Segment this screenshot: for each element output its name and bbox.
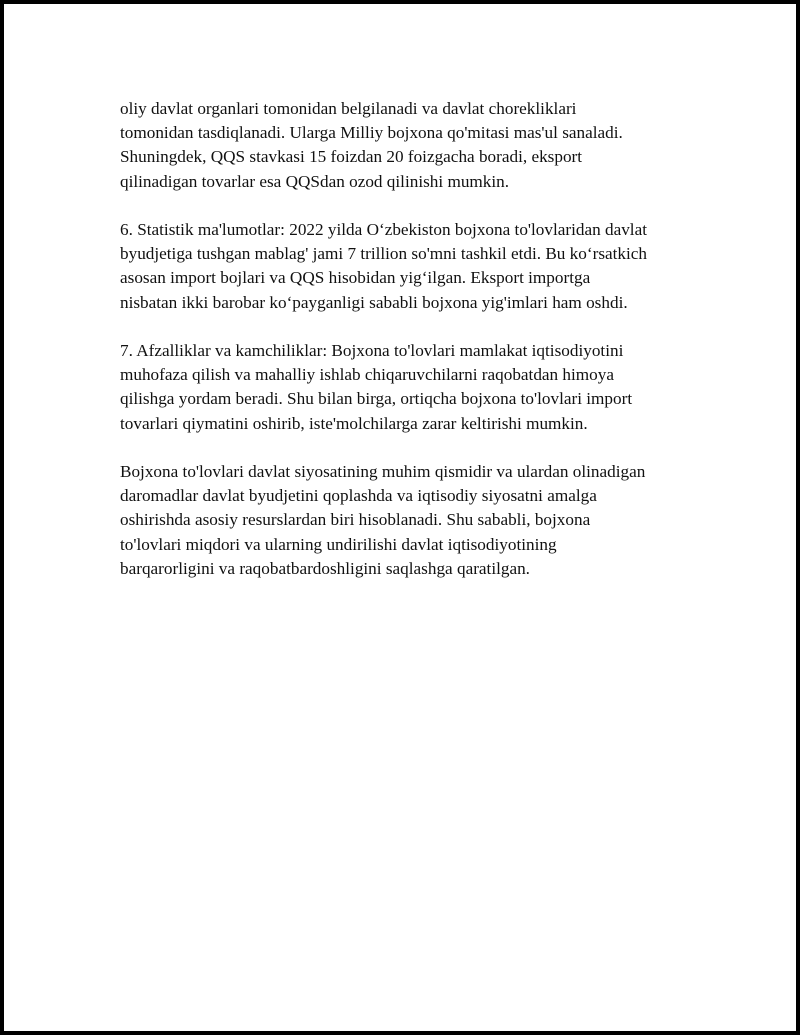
document-body <box>120 97 720 605</box>
text-line: qilishga yordam beradi. Shu bilan birga, ortiqcha bojxona to'lovlari import <box>120 389 633 409</box>
text-line: daromadlar davlat byudjetini qoplashda va iqtisodiy siyosatni amalga <box>120 486 597 506</box>
text-line: 7. Afzalliklar va kamchiliklar: Bojxona to'lovlari mamlakat iqtisodiyotini <box>120 341 624 360</box>
text-line: tovarlari qiymatini oshirib, iste'molchilarga zarar keltirishi mumkin. <box>120 413 588 433</box>
text-line: oliy davlat organlari tomonidan belgilanadi va davlat chorekliklari <box>120 99 577 118</box>
paragraph-conclusion <box>120 460 720 581</box>
paragraph-pros-cons <box>120 339 720 436</box>
paragraph-taxes-continued <box>120 97 720 194</box>
text-line: asosan import bojlari va QQS hisobidan yig‘ilgan. Eksport importga <box>120 268 591 288</box>
paragraph-statistics <box>120 218 720 315</box>
text-line: nisbatan ikki barobar ko‘payganligi sababli bojxona yig'imlari ham oshdi. <box>120 292 628 312</box>
text-line: oshirishda asosiy resurslardan biri hisoblanadi. Shu sababli, bojxona <box>120 510 591 530</box>
text-line: barqarorligini va raqobatbardoshligini saqlashga qaratilgan. <box>120 558 530 578</box>
text-line: tomonidan tasdiqlanadi. Ularga Milliy bojxona qo'mitasi mas'ul sanaladi. <box>120 123 623 143</box>
text-line: byudjetiga tushgan mablag' jami 7 trillion so'mni tashkil etdi. Bu ko‘rsatkich <box>120 244 647 264</box>
text-line: Shuningdek, QQS stavkasi 15 foizdan 20 foizgacha boradi, eksport <box>120 147 583 167</box>
text-line: muhofaza qilish va mahalliy ishlab chiqaruvchilarni raqobatdan himoya <box>120 365 614 385</box>
text-line: 6. Statistik ma'lumotlar: 2022 yilda O‘zbekiston bojxona to'lovlaridan davlat <box>120 220 647 239</box>
text-line: to'lovlari miqdori va ularning undirilishi davlat iqtisodiyotining <box>120 534 557 554</box>
text-line: qilinadigan tovarlar esa QQSdan ozod qilinishi mumkin. <box>120 171 510 191</box>
text-line: Bojxona to'lovlari davlat siyosatining muhim qismidir va ulardan olinadigan <box>120 462 646 481</box>
